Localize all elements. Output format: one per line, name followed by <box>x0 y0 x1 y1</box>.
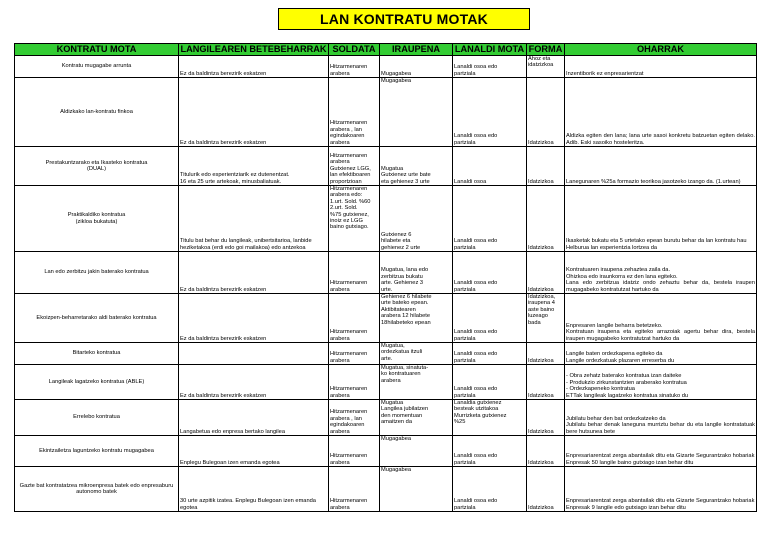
header-workday: LANALDI MOTA <box>453 44 527 56</box>
cell-requirements <box>179 343 329 365</box>
table-row <box>15 147 757 186</box>
cell-salary: Hitzarmenaren arabera <box>329 365 380 400</box>
cell-salary: Hitzarmenaren arabera edo: 1.urt. Sold. %60 2.urt. Sold. %75 gutxienez, inoiz ez LGG baino gutxiago. <box>329 186 380 252</box>
cell-requirements: Ez da baldintza berezirik eskatzen <box>179 78 329 147</box>
table-row <box>15 365 757 400</box>
header-contract-type: KONTRATU MOTA <box>15 44 179 56</box>
header-notes: OHARRAK <box>565 44 757 56</box>
table-row <box>15 186 757 252</box>
table-row <box>15 400 757 436</box>
cell-requirements: Titulu bat behar du langileak, unibertsitarioa, lanbide heziketakoa (erdi edo goi mailakoa) edo antzekoa <box>179 186 329 252</box>
cell-requirements: Ez da baldintza berezirik eskatzen <box>179 56 329 78</box>
cell-form: Idatzizkoa <box>527 400 565 436</box>
header-duration: IRAUPENA <box>380 44 453 56</box>
cell-notes: Lanegunaren %25a formazio teorikoa jasotzeko izango da. (1.urtean) <box>565 147 757 186</box>
cell-workday: Lanaldi osoa <box>453 147 527 186</box>
cell-salary: Hitzarmenaren arabera , lan egindakoaren arabera <box>329 400 380 436</box>
cell-duration: Mugagabea <box>380 56 453 78</box>
cell-form: Idatzizkoa <box>527 343 565 365</box>
table-row <box>15 252 757 294</box>
cell-notes: Enpresariarentzat zerga abantailak ditu eta Gizarte Segurantzako hobariak Enpresak 50 langile baino gutxiago izan behar ditu <box>565 436 757 467</box>
cell-form: Idatzizkoa <box>527 365 565 400</box>
cell-contract-type: Ekintzailetza laguntzeko kontratu mugagabea <box>15 436 179 467</box>
cell-requirements: Ez da baldintza berezirik eskatzen <box>179 294 329 343</box>
cell-contract-type: Prestakuntzarako eta Ikasteko kontratua (DUAL) <box>15 147 179 186</box>
cell-requirements: Langabetua edo enpresa bertako langilea <box>179 400 329 436</box>
cell-workday: Lanaldi osoa edo partziala <box>453 56 527 78</box>
cell-salary: Hitzarmenaren arabera <box>329 294 380 343</box>
cell-duration: Mugatua, sinatuta- ko kontratuaren arabera <box>380 365 453 400</box>
cell-workday: Lanaldi osoa edo partziala <box>453 343 527 365</box>
table-row <box>15 294 757 343</box>
cell-notes: Langile baten ordezkapena egiteko da Langile ordezkatuak plazaren erreserba du <box>565 343 757 365</box>
cell-duration: Gutxienez 6 hilabete eta gehienez 2 urte <box>380 186 453 252</box>
table-row <box>15 78 757 147</box>
contract-types-table <box>14 43 757 512</box>
cell-notes: Jubilatu behar den bat ordezkatzeko da Jubilatu behar denak lanegunа murriztu behar du eta langile kontratatuak bere hutsunea bete <box>565 400 757 436</box>
cell-duration: Gehienez 6 hilabete urte bateko epean. Aktibitatearen arabera 12 hilabete 18hilabeteko epean <box>380 294 453 343</box>
cell-form: Ahoz eta idatzizkoa <box>527 56 565 78</box>
cell-workday: Lanaldia gutxienez besteak utzitakoa Murrizketa gutxienez %25 <box>453 400 527 436</box>
cell-notes: Inzentiborik ez enpresarientzat <box>565 56 757 78</box>
cell-contract-type: Kontratu mugagabe arrunta <box>15 56 179 78</box>
cell-contract-type: Bitarteko kontratua <box>15 343 179 365</box>
cell-salary: Hitzarmenaren arabera <box>329 467 380 512</box>
cell-notes: Aldizka egiten den lana; lana urte sasoi konkretu batzuetan egiten delako. Adib. Eski sasoiko hosteleritza. <box>565 78 757 147</box>
cell-salary: Hitzarmenaren arabera , lan egindakoaren arabera <box>329 78 380 147</box>
cell-contract-type: Gazte bat kontratatzea mikroenpresa batek edo enpresaburu autonomo batek <box>15 467 179 512</box>
cell-requirements: Ez da baldintza berezirik eskatzen <box>179 365 329 400</box>
cell-contract-type: Lan edo zerbitzu jakin baterako kontratua <box>15 252 179 294</box>
cell-notes: Enpresaren langile beharra betetzeko. Kontratuan iraupena eta egiteko arrazoiak agertu behar dira, bestela iraupen mugagabeko kontratutzat hartuko da <box>565 294 757 343</box>
cell-requirements: Enplegu Bulegoan izen emanda egotea <box>179 436 329 467</box>
table-row <box>15 436 757 467</box>
cell-contract-type: Langileak lagatzeko kontratua (ABLE) <box>15 365 179 400</box>
table-row <box>15 467 757 512</box>
cell-duration: Mugagabea <box>380 78 453 147</box>
cell-contract-type: Ekoizpen-beharretarako aldi baterako kontratua <box>15 294 179 343</box>
cell-form: Idatzizkoa <box>527 467 565 512</box>
cell-duration: Mugagabea <box>380 467 453 512</box>
cell-workday: Lanaldi osoa edo partziala <box>453 186 527 252</box>
cell-workday: Lanaldi osoa edo partziala <box>453 436 527 467</box>
cell-salary: Hitzarmenaren arabera <box>329 252 380 294</box>
cell-workday: Lanaldi osoa edo partziala <box>453 365 527 400</box>
header-row <box>15 44 757 56</box>
cell-salary: Hitzarmenaren arabera <box>329 436 380 467</box>
cell-form: Idatzizkoa <box>527 147 565 186</box>
cell-notes: Ikasketak bukatu eta 5 urtetako epean burutu behar da lan kontratu hau Helburua lan esperientzia lortzea da <box>565 186 757 252</box>
cell-form: Idatzizkoa <box>527 78 565 147</box>
cell-workday: Lanaldi osoa edo partziala <box>453 252 527 294</box>
cell-duration: Mugatua Langilea jubilatzen den momentuan amaitzen da <box>380 400 453 436</box>
header-requirements: LANGILEAREN BETEBEHARRAK <box>179 44 329 56</box>
cell-salary: Hitzarmenaren arabera <box>329 343 380 365</box>
cell-requirements: Ez da baldintza berezirik eskatzen <box>179 252 329 294</box>
cell-contract-type: Errelebo kontratua <box>15 400 179 436</box>
cell-workday: Lanaldi osoa edo partziala <box>453 467 527 512</box>
cell-requirements: 30 urte azpitik izatea. Enplegu Bulegoan izen emanda egotea <box>179 467 329 512</box>
cell-form: Idatzizkoa <box>527 436 565 467</box>
cell-duration: Mugatua, ordezkatua itzuli arte. <box>380 343 453 365</box>
cell-workday: Lanaldi osoa edo partziala <box>453 294 527 343</box>
cell-requirements: Titulurik edo esperientziarik ez dutenentzat. 16 eta 25 urte artekoak, minusbaliatuak. <box>179 147 329 186</box>
page-title: LAN KONTRATU MOTAK <box>278 8 530 30</box>
cell-contract-type: Praktikaldiko kontratua (zikloa bukatuta) <box>15 186 179 252</box>
table-row <box>15 56 757 78</box>
cell-form: Idatzizkoa <box>527 252 565 294</box>
table-row <box>15 343 757 365</box>
cell-notes: - Obra zehatz baterako kontratua izan daiteke - Produkzio zirkunstantzien araberako kontratua - Ordezkapeneko kontratua ETTak langileak lagatzeko kontratua sinatuko du <box>565 365 757 400</box>
cell-salary: Hitzarmenaren arabera <box>329 56 380 78</box>
cell-notes: Kontratuaren iraupena zehaztea zaila da. Ohizkoa edo iraunkorra ez den lana egiteko. Lana edo zerbitzua idatziz ondo zehaztu behar da, bestela iraupen mugagabeko kontratutzat hartuko da <box>565 252 757 294</box>
cell-duration: Mugatua Gutxienez urte bate eta gehienez 3 urte <box>380 147 453 186</box>
cell-duration: Mugagabea <box>380 436 453 467</box>
cell-notes: Enpresariarentzat zerga abantailak ditu eta Gizarte Segurantzako hobariak Enpresak 9 langile edo gutxiago izan behar ditu <box>565 467 757 512</box>
header-form: FORMA <box>527 44 565 56</box>
cell-salary: Hitzarmenaren arabera Gutxienez LGG, lan efektiboaren proportzioan <box>329 147 380 186</box>
cell-workday: Lanaldi osoa edo partziala <box>453 78 527 147</box>
cell-duration: Mugatua, lana edo zerbitzua bukatu arte. Gehienez 3 urte. <box>380 252 453 294</box>
cell-contract-type: Aldizkako lan-kontratu finkoa <box>15 78 179 147</box>
header-salary: SOLDATA <box>329 44 380 56</box>
cell-form: Idatzizkoa, iraupena 4 aste baino luzeago bada <box>527 294 565 343</box>
cell-form: Idatzizkoa <box>527 186 565 252</box>
